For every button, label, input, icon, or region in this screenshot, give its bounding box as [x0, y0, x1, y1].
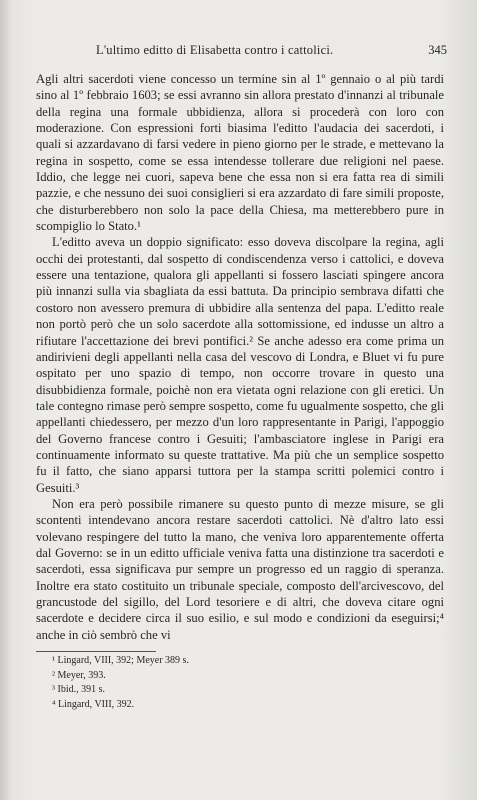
page-number: 345	[428, 43, 447, 57]
paragraph: L'editto aveva un doppio significato: esso doveva discolpare la regina, agli occhi dei protestanti, dal sospetto di condiscendenza verso i cattolici, e doveva essere una tentazione, qualora gli appellanti si fossero lasciati spingere ancora più innanzi sulla via sbagliata da essi battuta. Da principio sembrava difatti che costoro non avessero premura di ubbidire alla sentenza del papa. L'editto reale non portò però che un solo sacerdote alla sottomissione, ed indusse un altro a rifiutare l'accettazione dei brevi pontifici.² Se anche adesso era come prima un andirivieni degli appellanti nella casa del vescovo di Londra, e Bluet vi fu pure ospitato per uno spazio di tempo, non occorre trovare in questo una disubbidienza formale, poichè non era vietata ogni relazione con gli eretici. Un tale contegno rimase però sempre sospetto, come fu ugualmente sospetto, che gli appellanti chiedessero, per mezzo d'un loro rappresentante in Parigi, l'appoggio del Governo francese contro i Gesuiti; l'ambasciatore inglese in Parigi era continuamente informato su queste trattative. Ma più che un semplice sospetto fu il fatto, che siano apparsi tuttora per la stampa scritti polemici contro i Gesuiti.³	[36, 235, 444, 495]
footnote: ¹ Lingard, VIII, 392; Meyer 389 s.	[52, 655, 189, 666]
footnotes	[52, 654, 412, 712]
running-title: L'ultimo editto di Elisabetta contro i cattolici.	[96, 43, 334, 57]
footnote: ⁴ Lingard, VIII, 392.	[52, 698, 135, 710]
footnote-divider	[36, 651, 156, 652]
footnote: ² Meyer, 393.	[52, 669, 106, 681]
paragraph: Non era però possibile rimanere su questo punto di mezze misure, se gli scontenti intendevano ancora restare sacerdoti cattolici. Nè d'altro lato essi volevano respingere del tutto la mano, che veniva loro apparentemente offerta dal Governo: se in un editto ufficiale veniva fatta una distinzione tra sacerdoti e sacerdoti, essa significava pur sempre un progresso ed un raggio di speranza. Inoltre era stato costituito un tribunale speciale, composto dell'arcivescovo, del grancustode del sigillo, del Lord tesoriere e di altri, che doveva citare ogni sacerdote e decidere circa il suo esilio, e sul modo e condizioni da eseguirsi;⁴ anche in ciò sembrò che vi	[36, 496, 444, 642]
body-text	[36, 71, 444, 643]
footnote: ³ Ibid., 391 s.	[52, 684, 105, 695]
paragraph: Agli altri sacerdoti viene concesso un termine sin al 1º gennaio o al più tardi sino al 1º febbraio 1603; se essi avranno sin allora prestato d'innanzi al tribunale della regina una formale ubbidienza, allora si procederà con loro con moderazione. Con espressioni forti biasima l'editto l'audacia dei sacerdoti, i quali si azzardavano di farsi vedere in pieno giorno per le strade, e mettevano la regina in sospetto, come se essa intendesse tollerare due religioni nel paese. Iddio, che legge nei cuori, sapeva bene che essa non si era fatta rea di simili pazzie, e che nessuno dei suoi consiglieri si era azzardato di fare simili proposte, che disturberebbero non solo la pace della Chiesa, ma metterebbero pure in scompiglio lo Stato.¹	[36, 72, 444, 234]
running-header	[36, 43, 447, 59]
